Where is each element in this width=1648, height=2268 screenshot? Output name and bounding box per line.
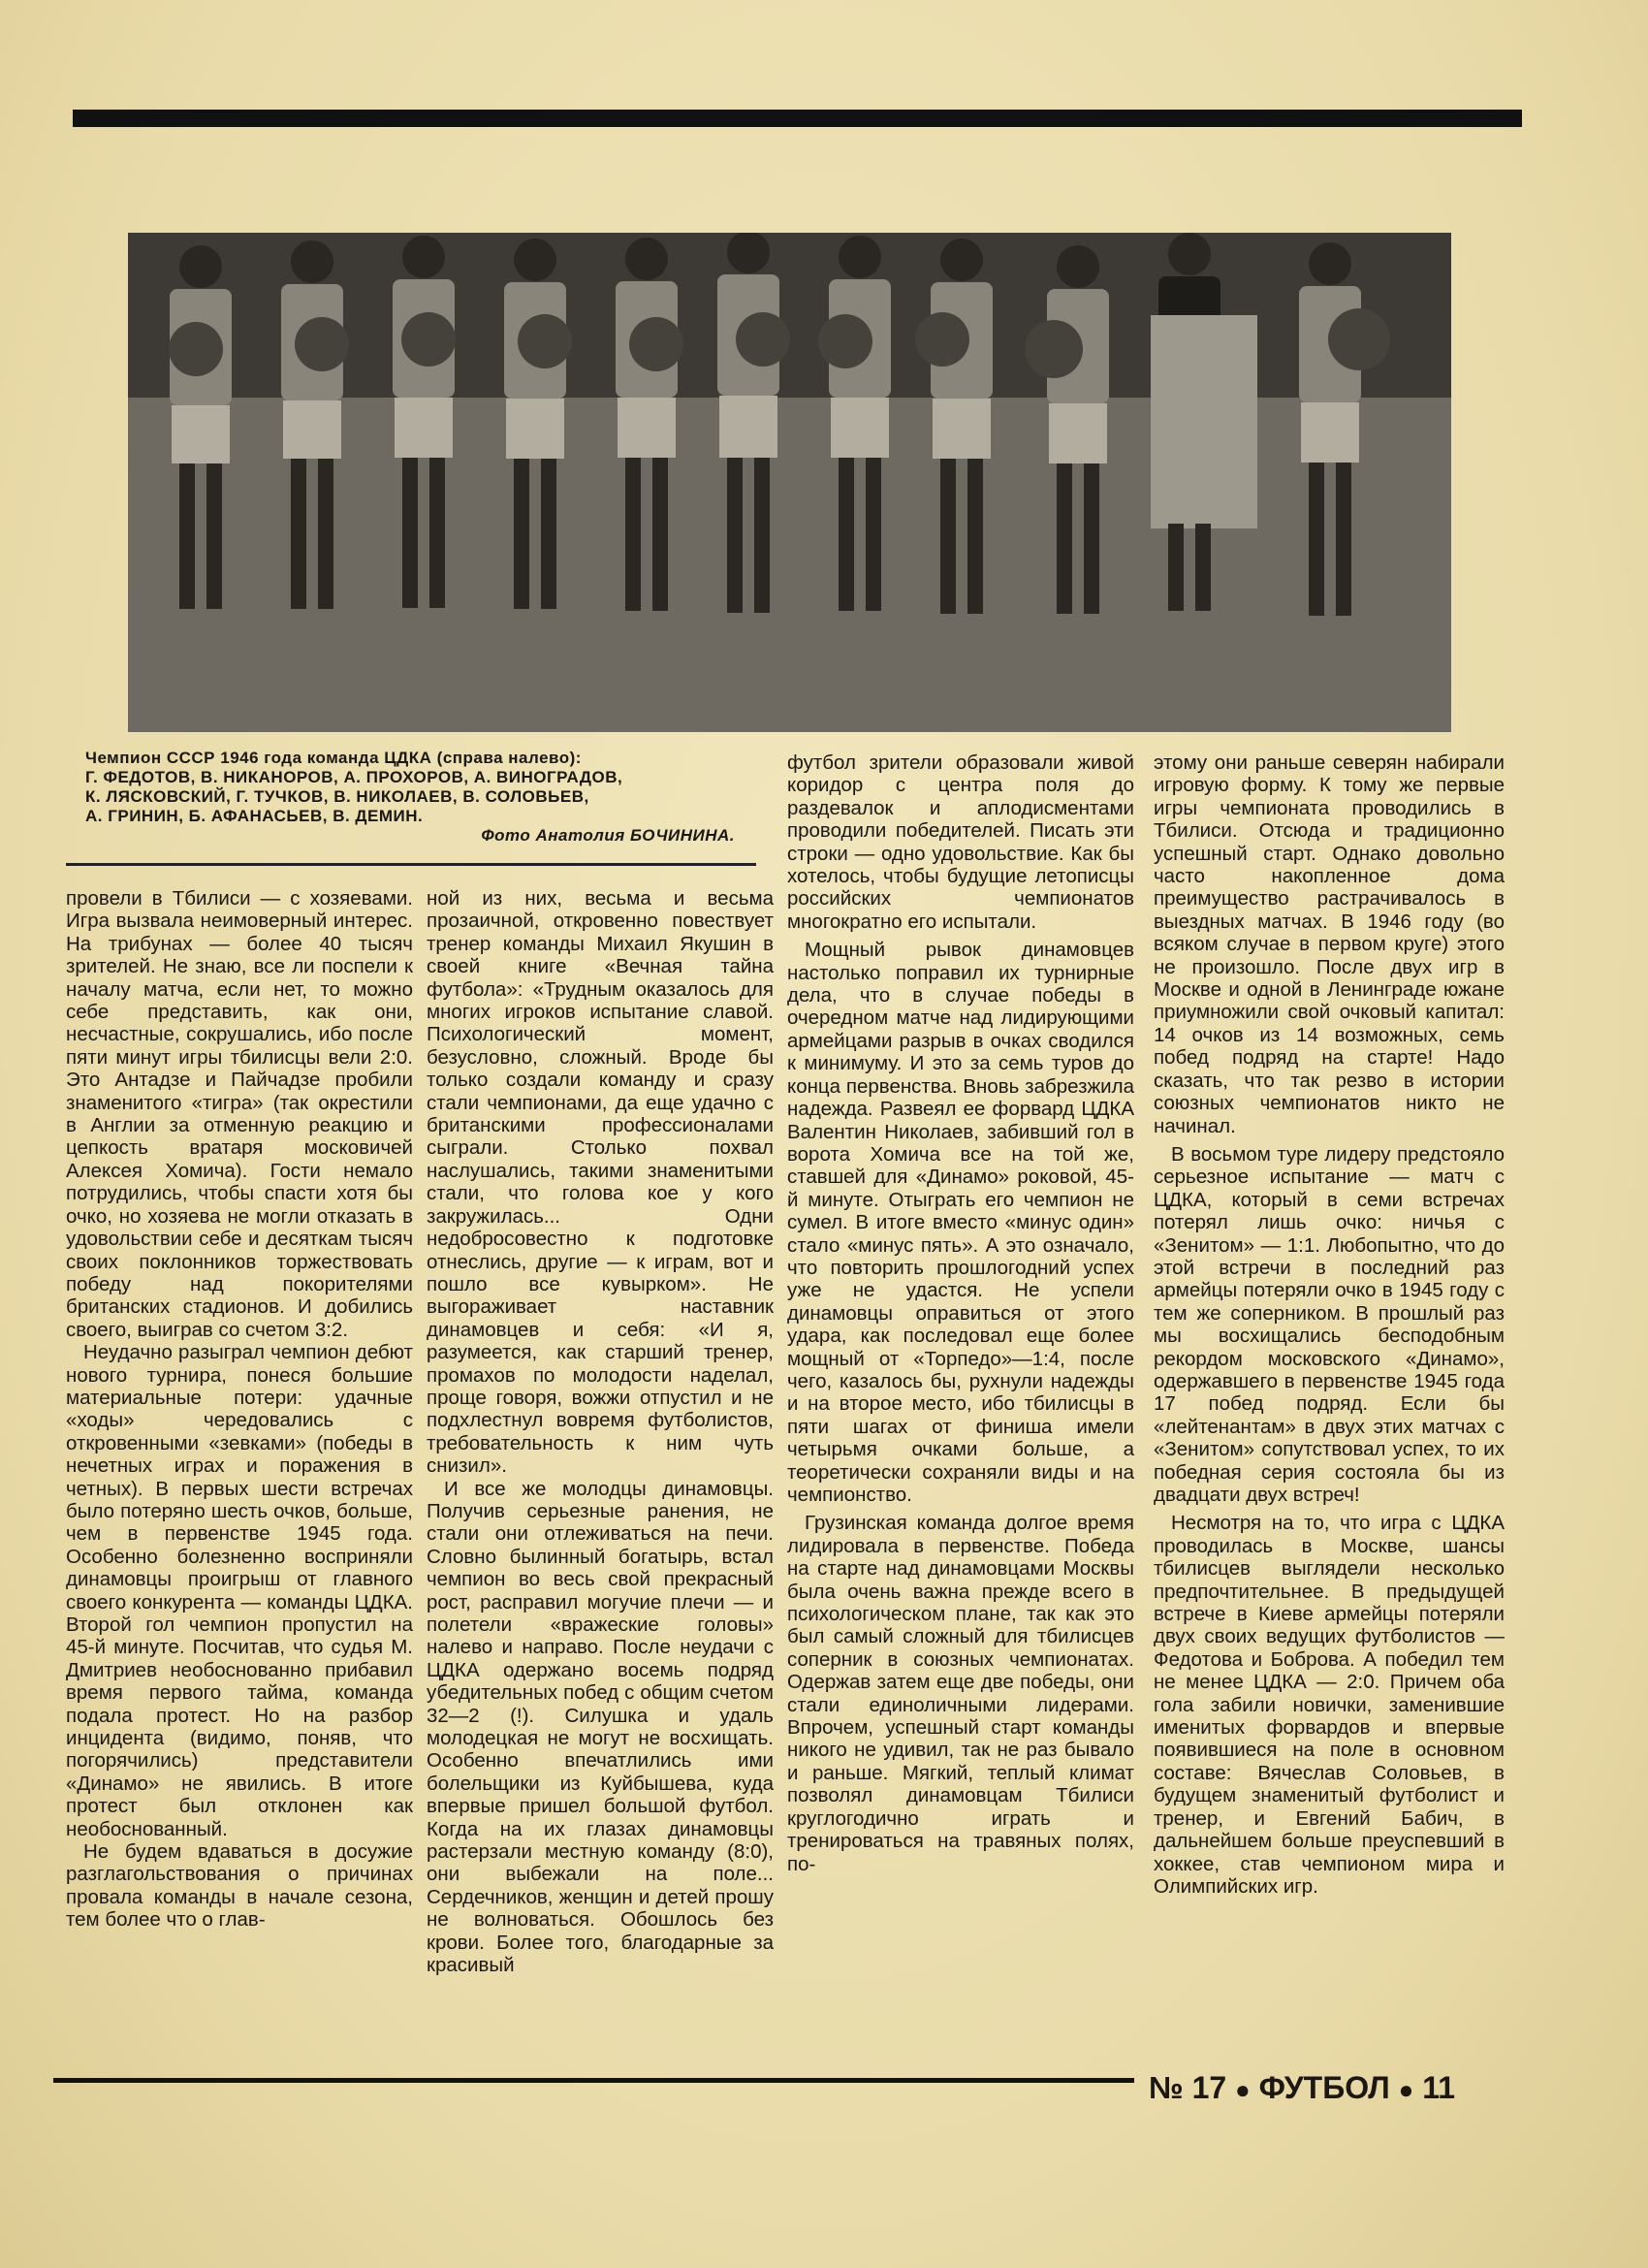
paragraph: этому они раньше северян набирали игровую форму. К тому же первые игры чемпионата проводились в Тбилиси. Отсюда и традиционно успешный старт. Однако довольно часто накопленное дома преимущество растрачивалось в выездных матчах. В 1946 году (во всяком случае в первом круге) этого не произошло. После двух игр в Москве и одной в Ленинграде южане приумножили свой очковый капитал: 14 очков из 14 возможных, семь побед подряд на старте! Надо сказать, что так резво в истории союзных чемпионатов никто не начинал. <box>1154 751 1505 1137</box>
caption-line: Чемпион СССР 1946 года команда ЦДКА (справа налево): <box>85 749 582 767</box>
page-footer <box>1149 2070 1455 2106</box>
issue-number: № 17 <box>1149 2070 1227 2105</box>
article-column-2 <box>427 887 774 1977</box>
paragraph: футбол зрители образовали живой коридор с центра поля до раздевалок и аплодисментами проводили победителей. Писать эти строки — одно удовольствие. Как бы хотелось, чтобы будущие летописцы российских чемпионатов многократно его испытали. <box>787 751 1134 933</box>
caption-line: К. ЛЯСКОВСКИЙ, Г. ТУЧКОВ, В. НИКОЛАЕВ, В. СОЛОВЬЕВ, <box>85 787 589 806</box>
paragraph: В восьмом туре лидеру предстояло серьезное испытание — матч с ЦДКА, который в семи встречах потерял лишь очко: ничья с «Зенитом» — 1:1. Любопытно, что до этой встречи в последний раз армейцы потеряли очко в 1945 году с тем же соперником. В прошлый раз мы восхищались бесподобным рекордом московского «Динамо», одержавшего в первенстве 1945 года 17 побед подряд. Если бы «лейтенантам» в двух этих матчах с «Зенитом» сопутствовал успех, то их победная серия состояла бы из двадцати двух встреч! <box>1154 1142 1505 1506</box>
bullet-icon: ● <box>1398 2075 1414 2104</box>
bottom-rule <box>53 2078 1134 2083</box>
team-photo <box>128 233 1451 732</box>
caption-rule <box>66 863 756 866</box>
paragraph: Неудачно разыграл чемпион дебют нового турнира, понеся большие материальные потери: удачные «ходы» чередовались с откровенными «зевками» (победы в нечетных играх и поражения в четных). В первых шести встречах было потеряно шесть очков, больше, чем в первенстве 1945 года. Особенно болезненно восприняли динамовцы проигрыш от главного своего конкурента — команды ЦДКА. Второй гол чемпион пропустил на 45-й минуте. Посчитав, что судья М. Дмитриев необоснованно прибавил время первого тайма, команда подала протест. Но на разбор инцидента (видимо, поняв, что погорячились) представители «Динамо» не явились. В итоге протест был отклонен как необоснованный. <box>66 1341 413 1840</box>
bullet-icon: ● <box>1235 2075 1251 2104</box>
paragraph: ной из них, весьма и весьма прозаичной, откровенно повествует тренер команды Михаил Якушин в своей книге «Вечная тайна футбола»: «Трудным оказалось для многих игроков испытание славой. Психологический момент, безусловно, сложный. Вроде бы только создали команду и сразу стали чемпионами, да еще удачно с британскими профессионалами сыграли. Столько похвал наслушались, такими знаменитыми стали, что голова кое у кого закружилась... Одни недобросовестно к подготовке отнеслись, другие — к играм, вот и пошло все кувырком». Не выгораживает наставник динамовцев и себя: «И я, разумеется, как старший тренер, промахов по молодости наделал, проще говоря, вожжи отпустил и не подхлестнул вовремя футболистов, требовательность к ним чуть снизил». <box>427 887 774 1478</box>
paragraph: провели в Тбилиси — с хозяевами. Игра вызвала неимоверный интерес. На трибунах — более 40 тысяч зрителей. Не знаю, все ли поспели к началу матча, если нет, то можно себе представить, как они, несчастные, сокрушались, ибо после пяти минут игры тбилисцы вели 2:0. Это Антадзе и Пайчадзе пробили знаменитого «тигра» (так окрестили в Англии за отменную реакцию и цепкость вратаря московичей Алексея Хомича). Гости немало потрудились, чтобы спасти хотя бы очко, но хозяева не могли отказать в удовольствии себе и десяткам тысяч своих поклонников торжествовать победу над покорителями британских стадионов. И добились своего, выиграв со счетом 3:2. <box>66 887 413 1341</box>
paragraph: Несмотря на то, что игра с ЦДКА проводилась в Москве, шансы тбилисцев выглядели несколько предпочтительнее. В предыдущей встрече в Киеве армейцы потеряли двух своих ведущих футболистов — Федотова и Боброва. А победил тем не менее ЦДКА — 2:0. Причем оба гола забили новички, заменившие именитых форвардов и впервые появившиеся на поле в основном составе: Вячеслав Соловьев, в будущем знаменитый футболист и тренер, и Евгений Бабич, в дальнейшем больше преуспевший в хоккее, став чемпионом мира и Олимпийских игр. <box>1154 1512 1505 1898</box>
paragraph: Не будем вдаваться в досужие разглагольствования о причинах провала команды в начале сезона, тем более что о глав- <box>66 1840 413 1932</box>
photo-caption <box>85 749 764 846</box>
paragraph: И все же молодцы динамовцы. Получив серьезные ранения, не стали они отлеживаться на печи. Словно былинный богатырь, встал чемпион во весь свой прекрасный рост, расправил могучие плечи — и полетели «вражеские головы» налево и направо. После неудачи с ЦДКА одержано восемь подряд убедительных побед с общим счетом 32—2 (!). Силушка и удаль молодецкая не могут не восхищать. Особенно впечатлились ими болельщики из Куйбышева, куда впервые пришел большой футбол. Когда на их глазах динамовцы растерзали местную команду (8:0), они выбежали на поле... Сердечников, женщин и детей прошу не волноваться. Обошлось без крови. Более того, благодарные за красивый <box>427 1477 774 1977</box>
paragraph: Мощный рывок динамовцев настолько поправил их турнирные дела, что в случае победы в очередном матче над лидирующими армейцами разрыв в очках сводился к минимуму. И это за семь туров до конца первенства. Вновь забрезжила надежда. Развеял ее форвард ЦДКА Валентин Николаев, забивший гол в ворота Хомича все на той же, ставшей для «Динамо» роковой, 45-й минуте. Отыграть его чемпион не сумел. В итоге вместо «минус один» стало «минус пять». А это означало, что повторить прошлогодний успех уже не удастся. Не успели динамовцы оправиться от этого удара, как последовал еще более мощный от «Торпедо»—1:4, после чего, казалось бы, рухнули надежды и на второе место, ибо тбилисцы в пяти шагах от финиша имели четырьмя очками больше, а теоретически сохраняли виды и на чемпионство. <box>787 939 1134 1506</box>
article-column-3 <box>787 751 1134 1875</box>
top-rule <box>73 110 1522 127</box>
photo-credit: Фото Анатолия БОЧИНИНА. <box>481 826 735 845</box>
caption-line: Г. ФЕДОТОВ, В. НИКАНОРОВ, А. ПРОХОРОВ, А. ВИНОГРАДОВ, <box>85 768 623 786</box>
article-column-1 <box>66 887 413 1932</box>
caption-line: А. ГРИНИН, Б. АФАНАСЬЕВ, В. ДЕМИН. <box>85 807 424 825</box>
team-photo-image <box>128 233 1451 732</box>
page-number: 11 <box>1422 2070 1456 2105</box>
magazine-name: ФУТБОЛ <box>1258 2070 1390 2105</box>
article-column-4 <box>1154 751 1505 1898</box>
paragraph: Грузинская команда долгое время лидировала в первенстве. Победа на старте над динамовцами Москвы была очень важна прежде всего в психологическом плане, так как это был самый сложный для тбилисцев соперник в союзных чемпионатах. Одержав затем еще две победы, они стали единоличными лидерами. Впрочем, успешный старт команды никого не удивил, так не раз бывало и раньше. Мягкий, теплый климат позволял динамовцам Тбилиси круглогодично играть и тренироваться на травяных полях, по- <box>787 1512 1134 1875</box>
